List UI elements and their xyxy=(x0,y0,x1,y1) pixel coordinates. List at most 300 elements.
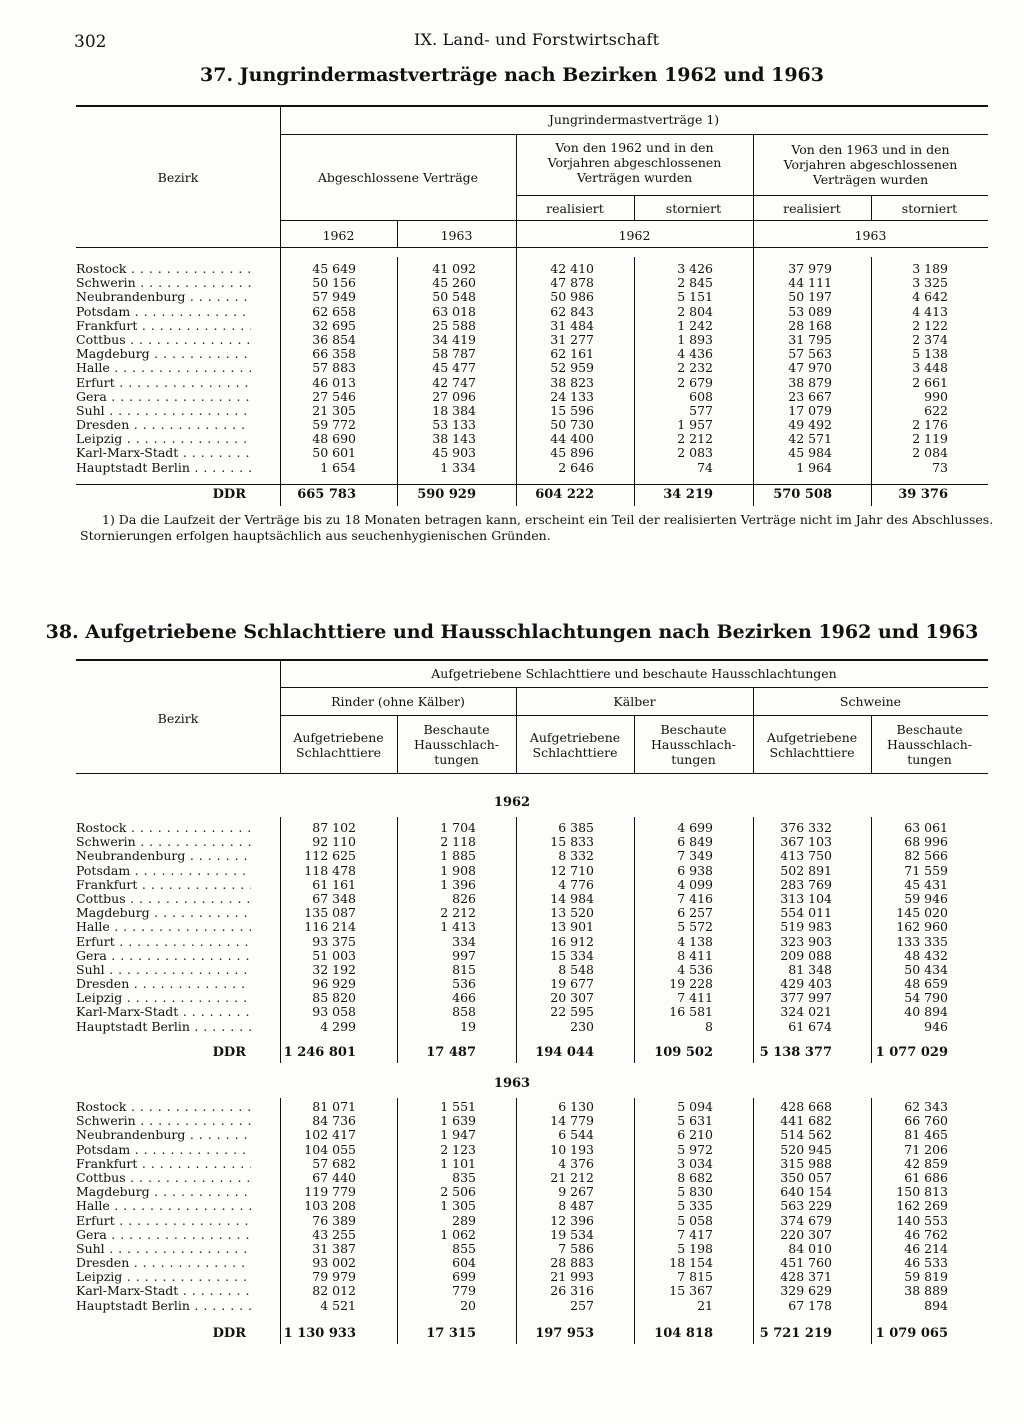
table37-body xyxy=(76,262,988,475)
cell-value: 42 747 xyxy=(432,374,476,390)
cell-value: 87 102 xyxy=(312,820,356,835)
table-row xyxy=(76,1284,988,1298)
cell-value: 51 003 xyxy=(312,947,356,963)
group-header: Jungrindermastverträge 1) xyxy=(548,112,720,127)
cell-value: 27 546 xyxy=(312,388,356,404)
cell-value: 62 843 xyxy=(550,303,594,319)
cell-value: 6 544 xyxy=(558,1127,594,1143)
cell-value: 6 938 xyxy=(677,862,713,878)
section-year-1963: 1963 xyxy=(493,1076,531,1091)
bezirk-name: Leipzig . . . xyxy=(76,432,251,446)
table37-title: 37. Jungrindermastverträge nach Bezirken 1962 und 1963 xyxy=(200,64,824,86)
cell-value: 6 385 xyxy=(558,820,594,835)
table-row xyxy=(76,1005,988,1019)
section-year-1962: 1962 xyxy=(493,795,531,810)
cell-value: 71 559 xyxy=(904,862,948,878)
cell-value: 37 979 xyxy=(788,261,832,276)
cell-value: 6 130 xyxy=(558,1099,594,1114)
cell-value: 3 448 xyxy=(912,360,948,376)
table-row xyxy=(76,864,988,878)
cell-value: 323 903 xyxy=(780,933,832,949)
cell-value: 2 232 xyxy=(677,360,713,376)
cell-value: 441 682 xyxy=(780,1113,832,1129)
cell-value: 536 xyxy=(452,976,476,992)
table-row xyxy=(76,835,988,849)
total-value: 104 818 xyxy=(654,1326,713,1341)
cell-value: 44 400 xyxy=(550,431,594,447)
cell-value: 5 151 xyxy=(677,289,713,305)
cell-value: 42 571 xyxy=(788,431,832,447)
table-row xyxy=(76,1299,988,1313)
cell-value: 28 168 xyxy=(788,317,832,333)
cell-value: 19 534 xyxy=(550,1226,594,1242)
total-value: 1 246 801 xyxy=(283,1045,356,1060)
table-row xyxy=(76,1270,988,1284)
cell-value: 1 947 xyxy=(440,1127,476,1143)
bezirk-name: Schwerin . . . xyxy=(76,1114,251,1128)
cell-value: 42 410 xyxy=(550,261,594,276)
cell-value: 2 374 xyxy=(912,331,948,347)
cell-value: 699 xyxy=(452,1269,476,1285)
cell-value: 2 506 xyxy=(440,1184,476,1200)
cell-value: 2 176 xyxy=(912,417,948,433)
table37-footnote: 1) Da die Laufzeit der Verträge bis zu 18 Monaten betragen kann, erscheint ein Teil der realisierten Verträge nicht im Jahr des Abschlusses. Stornierungen erfolgen hauptsächlich aus seuchenhygienischen Gründen. xyxy=(80,512,994,543)
cell-value: 2 118 xyxy=(440,834,476,850)
cell-value: 140 553 xyxy=(896,1212,948,1228)
bezirk-name: Frankfurt . . . xyxy=(76,319,251,333)
cell-value: 46 013 xyxy=(312,374,356,390)
cell-value: 3 189 xyxy=(912,261,948,276)
cell-value: 429 403 xyxy=(780,976,832,992)
cell-value: 57 563 xyxy=(788,346,832,362)
cell-value: 8 xyxy=(705,1018,713,1034)
cell-value: 19 xyxy=(460,1018,476,1034)
cell-value: 118 478 xyxy=(304,862,356,878)
bezirk-name: Magdeburg . . . xyxy=(76,1185,251,1199)
cell-value: 57 883 xyxy=(312,360,356,376)
cell-value: 21 993 xyxy=(550,1269,594,1285)
cell-value: 289 xyxy=(452,1212,476,1228)
table-row xyxy=(76,1228,988,1242)
table-row xyxy=(76,1185,988,1199)
bezirk-name: Leipzig . . . xyxy=(76,1270,251,1284)
table38-1963-body xyxy=(76,1100,988,1313)
cell-value: 3 034 xyxy=(677,1155,713,1171)
bezirk-name: Gera . . . xyxy=(76,1228,251,1242)
rinder-aufgetrieben-header: Aufgetriebene Schlachttiere xyxy=(293,730,384,760)
bezirk-name: Halle . . . xyxy=(76,361,251,375)
cell-value: 42 859 xyxy=(904,1155,948,1171)
cell-value: 81 348 xyxy=(788,961,832,977)
cell-value: 38 889 xyxy=(904,1283,948,1299)
bezirk-name: Magdeburg . . . xyxy=(76,906,251,920)
cell-value: 1 964 xyxy=(796,459,832,475)
cell-value: 858 xyxy=(452,1004,476,1020)
cell-value: 68 996 xyxy=(904,834,948,850)
cell-value: 41 092 xyxy=(432,261,476,276)
bezirk-name: Suhl . . . xyxy=(76,404,251,418)
cell-value: 514 562 xyxy=(780,1127,832,1143)
table-row xyxy=(76,461,988,475)
cell-value: 119 779 xyxy=(304,1184,356,1200)
cell-value: 2 661 xyxy=(912,374,948,390)
cell-value: 40 894 xyxy=(904,1004,948,1020)
cell-value: 20 xyxy=(460,1297,476,1313)
cell-value: 53 089 xyxy=(788,303,832,319)
cell-value: 26 316 xyxy=(550,1283,594,1299)
bezirk-name: Hauptstadt Berlin . . . xyxy=(76,461,251,475)
table-row xyxy=(76,432,988,446)
bezirk-name: Erfurt . . . xyxy=(76,1214,251,1228)
cell-value: 116 214 xyxy=(304,919,356,935)
table-row xyxy=(76,404,988,418)
bezirk-name: Erfurt . . . xyxy=(76,935,251,949)
bezirk-name: Neubrandenburg . . . xyxy=(76,290,251,304)
cell-value: 8 487 xyxy=(558,1198,594,1214)
table37-total-row xyxy=(76,487,988,503)
cell-value: 209 088 xyxy=(780,947,832,963)
cell-value: 1 957 xyxy=(677,417,713,433)
cell-value: 24 133 xyxy=(550,388,594,404)
cell-value: 7 586 xyxy=(558,1240,594,1256)
table-row xyxy=(76,1157,988,1171)
cell-value: 54 790 xyxy=(904,990,948,1006)
cell-value: 5 631 xyxy=(677,1113,713,1129)
cell-value: 5 972 xyxy=(677,1141,713,1157)
bezirk-name: Dresden . . . xyxy=(76,1256,251,1270)
cell-value: 1 704 xyxy=(440,820,476,835)
cell-value: 45 903 xyxy=(432,445,476,461)
cell-value: 48 432 xyxy=(904,947,948,963)
table-row xyxy=(76,276,988,290)
bezirk-header: Bezirk xyxy=(157,170,199,185)
table-row xyxy=(76,949,988,963)
cell-value: 63 061 xyxy=(904,820,948,835)
cell-value: 5 094 xyxy=(677,1099,713,1114)
total-value: 39 376 xyxy=(898,487,948,502)
cell-value: 12 396 xyxy=(550,1212,594,1228)
cell-value: 67 348 xyxy=(312,890,356,906)
cell-value: 324 021 xyxy=(780,1004,832,1020)
cell-value: 315 988 xyxy=(780,1155,832,1171)
bezirk-name: Suhl . . . xyxy=(76,963,251,977)
cell-value: 5 335 xyxy=(677,1198,713,1214)
cell-value: 85 820 xyxy=(312,990,356,1006)
storniert-1963-header: storniert xyxy=(901,201,958,216)
cell-value: 44 111 xyxy=(788,275,832,291)
cell-value: 31 277 xyxy=(550,331,594,347)
cell-value: 46 533 xyxy=(904,1255,948,1271)
cell-value: 49 492 xyxy=(788,417,832,433)
schweine-header: Schweine xyxy=(839,694,902,709)
table-row xyxy=(76,1171,988,1185)
cell-value: 36 854 xyxy=(312,331,356,347)
cell-value: 28 883 xyxy=(550,1255,594,1271)
cell-value: 7 417 xyxy=(677,1226,713,1242)
cell-value: 61 686 xyxy=(904,1169,948,1185)
cell-value: 5 572 xyxy=(677,919,713,935)
bezirk-name: Karl-Marx-Stadt . . . xyxy=(76,1284,251,1298)
cell-value: 376 332 xyxy=(780,820,832,835)
cell-value: 82 566 xyxy=(904,848,948,864)
realisiert-1962-header: realisiert xyxy=(546,201,604,216)
table-row xyxy=(76,920,988,934)
cell-value: 96 929 xyxy=(312,976,356,992)
total-value: 570 508 xyxy=(773,487,832,502)
cell-value: 45 984 xyxy=(788,445,832,461)
total-label: DDR xyxy=(212,1045,246,1060)
cell-value: 2 646 xyxy=(558,459,594,475)
cell-value: 145 020 xyxy=(896,905,948,921)
cell-value: 640 154 xyxy=(780,1184,832,1200)
table-row xyxy=(76,333,988,347)
bezirk-name: Frankfurt . . . xyxy=(76,1157,251,1171)
cell-value: 8 411 xyxy=(677,947,713,963)
table-row xyxy=(76,1242,988,1256)
cell-value: 103 208 xyxy=(304,1198,356,1214)
bezirk-name: Rostock . . . xyxy=(76,821,251,835)
cell-value: 32 695 xyxy=(312,317,356,333)
table-row xyxy=(76,906,988,920)
cell-value: 4 299 xyxy=(320,1018,356,1034)
cell-value: 1 334 xyxy=(440,459,476,475)
cell-value: 66 760 xyxy=(904,1113,948,1129)
table-row xyxy=(76,1256,988,1270)
total-value: 194 044 xyxy=(535,1045,594,1060)
cell-value: 50 197 xyxy=(788,289,832,305)
bezirk-name: Leipzig . . . xyxy=(76,991,251,1005)
cell-value: 604 xyxy=(452,1255,476,1271)
cell-value: 50 730 xyxy=(550,417,594,433)
cell-value: 377 997 xyxy=(780,990,832,1006)
table-row xyxy=(76,1199,988,1213)
cell-value: 329 629 xyxy=(780,1283,832,1299)
kaelber-header: Kälber xyxy=(613,694,656,709)
total-value: 1 130 933 xyxy=(283,1326,356,1341)
bezirk-name: Hauptstadt Berlin . . . xyxy=(76,1020,251,1034)
cell-value: 112 625 xyxy=(304,848,356,864)
cell-value: 47 878 xyxy=(550,275,594,291)
cell-value: 2 212 xyxy=(440,905,476,921)
cell-value: 20 307 xyxy=(550,990,594,1006)
cell-value: 104 055 xyxy=(304,1141,356,1157)
cell-value: 50 986 xyxy=(550,289,594,305)
cell-value: 563 229 xyxy=(780,1198,832,1214)
cell-value: 374 679 xyxy=(780,1212,832,1228)
cell-value: 50 548 xyxy=(432,289,476,305)
bezirk-name: Dresden . . . xyxy=(76,977,251,991)
cell-value: 3 426 xyxy=(677,261,713,276)
cell-value: 16 912 xyxy=(550,933,594,949)
cell-value: 19 677 xyxy=(550,976,594,992)
cell-value: 4 776 xyxy=(558,876,594,892)
table38-1962-total-row xyxy=(76,1045,988,1061)
cell-value: 5 198 xyxy=(677,1240,713,1256)
total-value: 5 138 377 xyxy=(759,1045,832,1060)
table-row xyxy=(76,991,988,1005)
cell-value: 997 xyxy=(452,947,476,963)
year-1963-header: 1963 xyxy=(440,228,473,243)
table-row xyxy=(76,290,988,304)
cell-value: 554 011 xyxy=(780,905,832,921)
bezirk-name: Magdeburg . . . xyxy=(76,347,251,361)
bezirk-name: Frankfurt . . . xyxy=(76,878,251,892)
cell-value: 1 396 xyxy=(440,876,476,892)
cell-value: 92 110 xyxy=(312,834,356,850)
table-row xyxy=(76,347,988,361)
bezirk-name: Halle . . . xyxy=(76,1199,251,1213)
cell-value: 835 xyxy=(452,1169,476,1185)
cell-value: 2 679 xyxy=(677,374,713,390)
table38-1962-body xyxy=(76,821,988,1034)
bezirk-header-38: Bezirk xyxy=(157,711,199,726)
bezirk-name: Halle . . . xyxy=(76,920,251,934)
von1962-header: Von den 1962 und in den Vorjahren abgeschlossenen Verträgen wurden xyxy=(547,140,722,185)
cell-value: 93 002 xyxy=(312,1255,356,1271)
cell-value: 855 xyxy=(452,1240,476,1256)
cell-value: 622 xyxy=(924,402,948,418)
cell-value: 31 795 xyxy=(788,331,832,347)
bezirk-name: Neubrandenburg . . . xyxy=(76,849,251,863)
cell-value: 577 xyxy=(689,402,713,418)
cell-value: 81 465 xyxy=(904,1127,948,1143)
cell-value: 14 779 xyxy=(550,1113,594,1129)
table-row xyxy=(76,361,988,375)
cell-value: 17 079 xyxy=(788,402,832,418)
table-row xyxy=(76,262,988,276)
table-row xyxy=(76,821,988,835)
bezirk-name: Potsdam . . . xyxy=(76,305,251,319)
cell-value: 1 062 xyxy=(440,1226,476,1242)
bezirk-name: Cottbus . . . xyxy=(76,892,251,906)
cell-value: 13 520 xyxy=(550,905,594,921)
cell-value: 815 xyxy=(452,961,476,977)
cell-value: 220 307 xyxy=(780,1226,832,1242)
cell-value: 1 413 xyxy=(440,919,476,935)
cell-value: 4 138 xyxy=(677,933,713,949)
cell-value: 53 133 xyxy=(432,417,476,433)
cell-value: 46 214 xyxy=(904,1240,948,1256)
cell-value: 8 682 xyxy=(677,1169,713,1185)
cell-value: 7 815 xyxy=(677,1269,713,1285)
cell-value: 466 xyxy=(452,990,476,1006)
cell-value: 1 101 xyxy=(440,1155,476,1171)
cell-value: 22 595 xyxy=(550,1004,594,1020)
cell-value: 1 893 xyxy=(677,331,713,347)
cell-value: 48 690 xyxy=(312,431,356,447)
cell-value: 13 901 xyxy=(550,919,594,935)
cell-value: 93 375 xyxy=(312,933,356,949)
cell-value: 4 436 xyxy=(677,346,713,362)
cell-value: 230 xyxy=(570,1018,594,1034)
cell-value: 14 984 xyxy=(550,890,594,906)
cell-value: 67 440 xyxy=(312,1169,356,1185)
bezirk-name: Rostock . . . xyxy=(76,1100,251,1114)
cell-value: 19 228 xyxy=(669,976,713,992)
cell-value: 59 819 xyxy=(904,1269,948,1285)
rinder-beschaut-header: Beschaute Hausschlach- tungen xyxy=(413,722,499,767)
table38-1963-total-row xyxy=(76,1326,988,1342)
table-row xyxy=(76,849,988,863)
table-row xyxy=(76,1214,988,1228)
cell-value: 63 018 xyxy=(432,303,476,319)
cell-value: 15 833 xyxy=(550,834,594,850)
total-value: 109 502 xyxy=(654,1045,713,1060)
cell-value: 6 257 xyxy=(677,905,713,921)
total-value: 17 487 xyxy=(426,1045,476,1060)
cell-value: 62 658 xyxy=(312,303,356,319)
cell-value: 76 389 xyxy=(312,1212,356,1228)
table-row xyxy=(76,935,988,949)
total-value: 665 783 xyxy=(297,487,356,502)
bezirk-name: Neubrandenburg . . . xyxy=(76,1128,251,1142)
cell-value: 46 762 xyxy=(904,1226,948,1242)
cell-value: 38 879 xyxy=(788,374,832,390)
cell-value: 43 255 xyxy=(312,1226,356,1242)
cell-value: 520 945 xyxy=(780,1141,832,1157)
bezirk-name: Schwerin . . . xyxy=(76,835,251,849)
cell-value: 313 104 xyxy=(780,890,832,906)
bezirk-name: Karl-Marx-Stadt . . . xyxy=(76,1005,251,1019)
table-row xyxy=(76,892,988,906)
cell-value: 21 212 xyxy=(550,1169,594,1185)
cell-value: 1 654 xyxy=(320,459,356,475)
cell-value: 8 332 xyxy=(558,848,594,864)
cell-value: 1 242 xyxy=(677,317,713,333)
cell-value: 38 143 xyxy=(432,431,476,447)
abgeschlossen-header: Abgeschlossene Verträge xyxy=(317,170,479,185)
table-row xyxy=(76,376,988,390)
cell-value: 4 699 xyxy=(677,820,713,835)
cell-value: 57 949 xyxy=(312,289,356,305)
year-1963-span-header: 1963 xyxy=(854,228,887,243)
cell-value: 162 960 xyxy=(896,919,948,935)
cell-value: 990 xyxy=(924,388,948,404)
cell-value: 61 161 xyxy=(312,876,356,892)
cell-value: 7 411 xyxy=(677,990,713,1006)
table-row xyxy=(76,1114,988,1128)
bezirk-name: Hauptstadt Berlin . . . xyxy=(76,1299,251,1313)
cell-value: 8 548 xyxy=(558,961,594,977)
cell-value: 133 335 xyxy=(896,933,948,949)
cell-value: 31 484 xyxy=(550,317,594,333)
cell-value: 62 343 xyxy=(904,1099,948,1114)
von1963-header: Von den 1963 und in den Vorjahren abgeschlossenen Verträgen wurden xyxy=(783,142,958,187)
cell-value: 84 736 xyxy=(312,1113,356,1129)
cell-value: 283 769 xyxy=(780,876,832,892)
cell-value: 1 305 xyxy=(440,1198,476,1214)
schweine-beschaut-header: Beschaute Hausschlach- tungen xyxy=(886,722,972,767)
table38-title: 38. Aufgetriebene Schlachttiere und Hausschlachtungen nach Bezirken 1962 und 1963 xyxy=(45,621,979,643)
cell-value: 21 305 xyxy=(312,402,356,418)
cell-value: 4 521 xyxy=(320,1297,356,1313)
year-1962-span-header: 1962 xyxy=(618,228,651,243)
cell-value: 2 845 xyxy=(677,275,713,291)
cell-value: 18 154 xyxy=(669,1255,713,1271)
kaelber-aufgetrieben-header: Aufgetriebene Schlachttiere xyxy=(529,730,621,760)
cell-value: 257 xyxy=(570,1297,594,1313)
bezirk-name: Cottbus . . . xyxy=(76,333,251,347)
bezirk-name: Cottbus . . . xyxy=(76,1171,251,1185)
storniert-1962-header: storniert xyxy=(665,201,722,216)
cell-value: 3 325 xyxy=(912,275,948,291)
cell-value: 62 161 xyxy=(550,346,594,362)
cell-value: 47 970 xyxy=(788,360,832,376)
cell-value: 135 087 xyxy=(304,905,356,921)
table-row xyxy=(76,390,988,404)
total-value: 1 077 029 xyxy=(875,1045,948,1060)
cell-value: 1 551 xyxy=(440,1099,476,1114)
